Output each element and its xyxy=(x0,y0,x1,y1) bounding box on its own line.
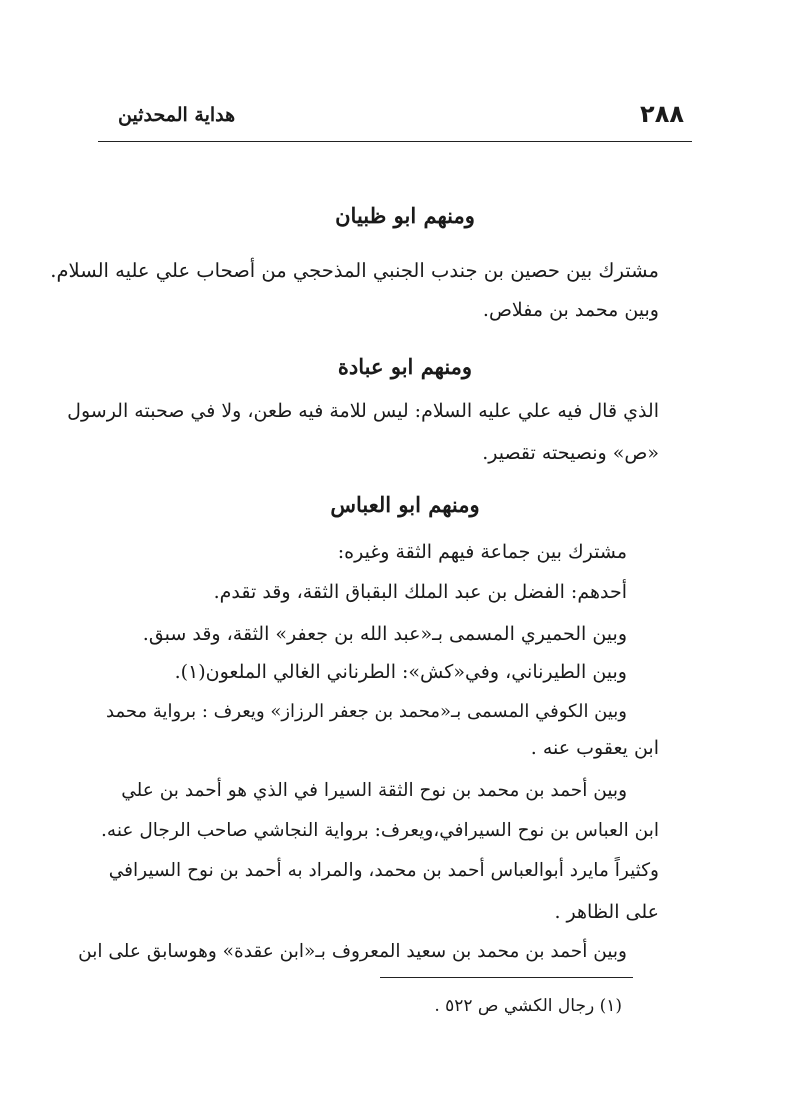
section-heading-abu-al-abbas: ومنهم ابو العباس xyxy=(330,492,480,517)
footnote-rule xyxy=(380,977,633,978)
paragraph-line: وكثيراً مايرد أبوالعباس أحمد بن محمد، والمراد به أحمد بن نوح السيرافي xyxy=(108,860,659,881)
paragraph-line: وبين أحمد بن محمد بن نوح الثقة السيرا في الذي هو أحمد بن علي xyxy=(121,780,627,801)
running-title: هداية المحدثين xyxy=(118,104,236,126)
paragraph-line: أحدهم: الفضل بن عبد الملك البقباق الثقة، وقد تقدم. xyxy=(213,581,627,603)
paragraph-line: مشترك بين جماعة فيهم الثقة وغيره: xyxy=(337,541,627,563)
section-heading-abu-zabyan: ومنهم ابو ظبيان xyxy=(335,203,475,228)
header-rule xyxy=(98,141,692,142)
paragraph-line: «ص» ونصيحته تقصير. xyxy=(482,442,659,464)
paragraph-line: وبين الحميري المسمى بـ«عبد الله بن جعفر» الثقة، وقد سبق. xyxy=(142,623,627,645)
page-number: ٢٨٨ xyxy=(640,100,684,128)
paragraph-line: مشترك بين حصين بن جندب الجنبي المذحجي من أصحاب علي عليه السلام. xyxy=(50,259,659,282)
paragraph-line: ابن العباس بن نوح السيرافي،ويعرف: برواية النجاشي صاحب الرجال عنه. xyxy=(101,820,659,841)
paragraph-line: وبين أحمد بن محمد بن سعيد المعروف بـ«ابن عقدة» وهوسابق على ابن xyxy=(78,941,627,962)
paragraph-line: وبين الطيرناني، وفي«كش»: الطرناني الغالي الملعون(١). xyxy=(174,661,627,683)
paragraph-line: على الظاهر . xyxy=(554,901,659,923)
section-heading-abu-ubada: ومنهم ابو عبادة xyxy=(337,354,473,379)
paragraph-line: ابن يعقوب عنه . xyxy=(530,737,659,759)
footnote: (١) رجال الكشي ص ٥٢٢ . xyxy=(434,996,622,1016)
paragraph-line: وبين محمد بن مفلاص. xyxy=(482,299,659,321)
paragraph-line: الذي قال فيه علي عليه السلام: ليس للامة فيه طعن، ولا في صحبته الرسول xyxy=(67,400,659,422)
paragraph-line: وبين الكوفي المسمى بـ«محمد بن جعفر الرزاز» ويعرف : برواية محمد xyxy=(106,701,627,722)
